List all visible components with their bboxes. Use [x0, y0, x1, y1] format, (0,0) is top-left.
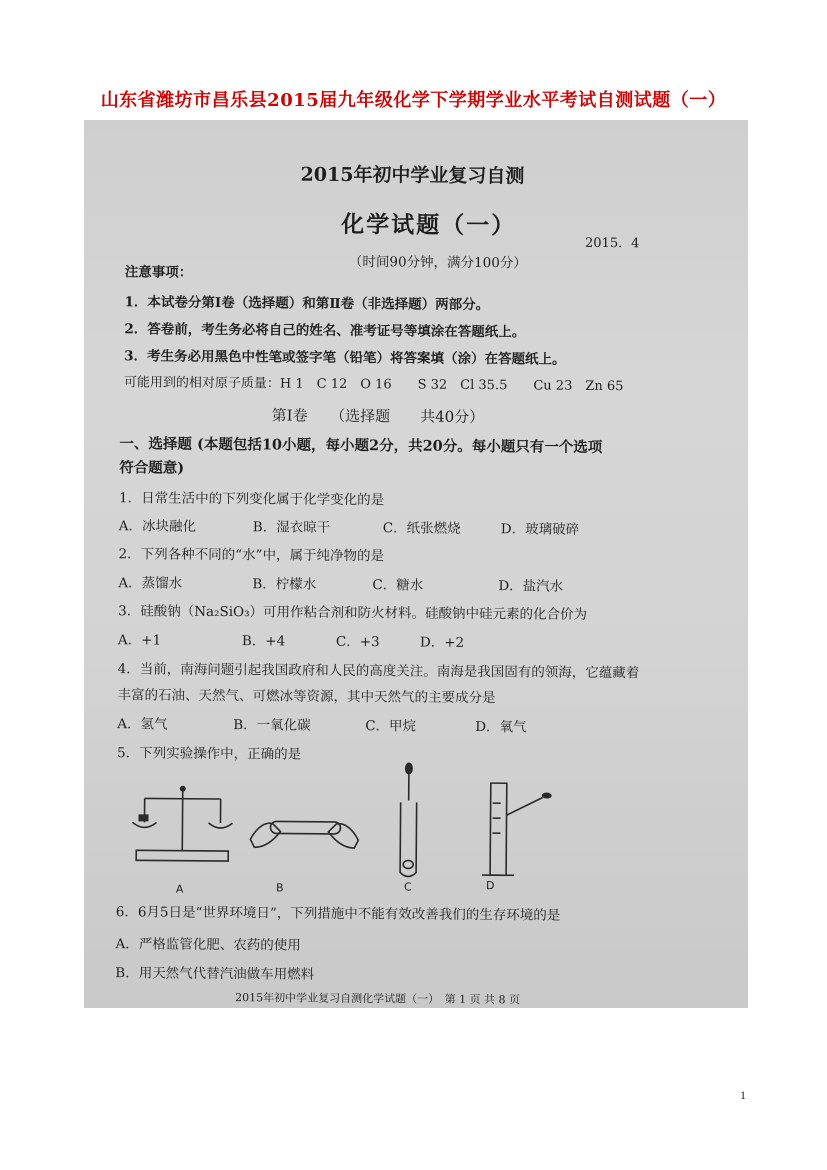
lab-apparatus-figures [130, 760, 571, 883]
question-4-option-a: A．氢气 [117, 716, 168, 733]
exam-photo [84, 120, 748, 1008]
figure-label-d: D [485, 879, 495, 893]
question-1-option-a: A．冰块融化 [118, 518, 197, 535]
question-3-option-a: A．+1 [117, 632, 162, 649]
balance-figure [132, 785, 233, 861]
exam-date: 2015．4 [584, 235, 640, 252]
question-4-stem-cont: 丰富的石油、天然气、可燃冰等资源，其中天然气的主要成分是 [117, 687, 496, 707]
section-line-2: 符合题意) [119, 459, 185, 477]
test-tube-hands-figure [250, 821, 358, 848]
note-1: 1．本试卷分第Ⅰ卷（选择题）和第Ⅱ卷（非选择题）两部分。 [124, 294, 490, 314]
question-3-option-c: C．+3 [335, 633, 380, 651]
document-title: 山东省潍坊市昌乐县2015届九年级化学下学期学业水平考试自测试题（一） [100, 90, 727, 111]
part-title: 第Ⅰ卷 （选择题 共40分） [271, 406, 485, 427]
atomic-masses: 可能用到的相对原子质量：H 1 C 12 O 16 S 32 Cl 35.5 Cu 23 Zn 65 [123, 375, 624, 395]
subject-title: 化学试题（一） [341, 210, 517, 240]
question-4-stem: 4．当前，南海问题引起我国政府和人民的高度关注。南海是我国固有的领海，它蕴藏着 [117, 661, 640, 682]
time-info: （时间90分钟，满分100分） [348, 253, 527, 272]
exam-header: 2015年初中学业复习自测 [300, 163, 525, 188]
note-2: 2．答卷前，考生务必将自己的姓名、准考证号等填涂在答题纸上。 [124, 321, 526, 341]
question-2-stem: 2．下列各种不同的“水”中，属于纯净物的是 [118, 546, 385, 565]
graduated-cylinder-figure [482, 783, 552, 876]
section-line-1: 一、选择题 (本题包括10小题，每小题2分，共20分。每小题只有一个选项 [119, 435, 603, 456]
question-1-option-c: C．纸张燃烧 [382, 520, 461, 537]
exam-footer: 2015年初中学业复习自测化学试题（一） 第 1 页 共 8 页 [235, 991, 521, 1007]
exam-sheet [89, 120, 736, 1008]
question-1-option-b: B．湿衣晾干 [252, 519, 331, 536]
question-3-option-b: B．+4 [241, 633, 286, 650]
question-1-stem: 1．日常生活中的下列变化属于化学变化的是 [118, 490, 385, 509]
question-6-stem: 6．6月5日是“世界环境日”，下列措施中不能有效改善我们的生存环境的是 [115, 904, 561, 924]
note-3: 3．考生务必用黑色中性笔或签字笔（铅笔）将答案填（涂）在答题纸上。 [124, 348, 566, 368]
question-6-option-a: A．严格监管化肥、农药的使用 [115, 936, 301, 954]
question-4-option-c: C．甲烷 [365, 718, 417, 735]
question-4-option-b: B．一氧化碳 [233, 717, 311, 734]
question-5-stem: 5．下列实验操作中，正确的是 [116, 745, 302, 763]
question-2-option-d: D．盐汽水 [498, 578, 564, 595]
dropper-figure [400, 762, 417, 876]
figure-label-b: B [275, 881, 284, 895]
question-4-option-d: D．氧气 [475, 718, 527, 736]
question-3-stem: 3．硅酸钠（Na₂SiO₃）可用作粘合剂和防火材料。硅酸钠中硅元素的化合价为 [118, 603, 588, 623]
question-6-option-b: B．用天然气代替汽油做车用燃料 [115, 965, 315, 983]
question-3-option-d: D．+2 [419, 634, 465, 651]
question-2-option-c: C．糖水 [372, 577, 424, 594]
figure-label-c: C [403, 880, 412, 894]
question-1-option-d: D．玻璃破碎 [500, 521, 580, 538]
question-2-option-b: B．柠檬水 [252, 576, 317, 593]
page-number: 1 [740, 1088, 746, 1102]
question-2-option-a: A．蒸馏水 [118, 575, 183, 592]
figure-label-a: A [175, 882, 184, 896]
notes-title: 注意事项： [124, 264, 193, 281]
